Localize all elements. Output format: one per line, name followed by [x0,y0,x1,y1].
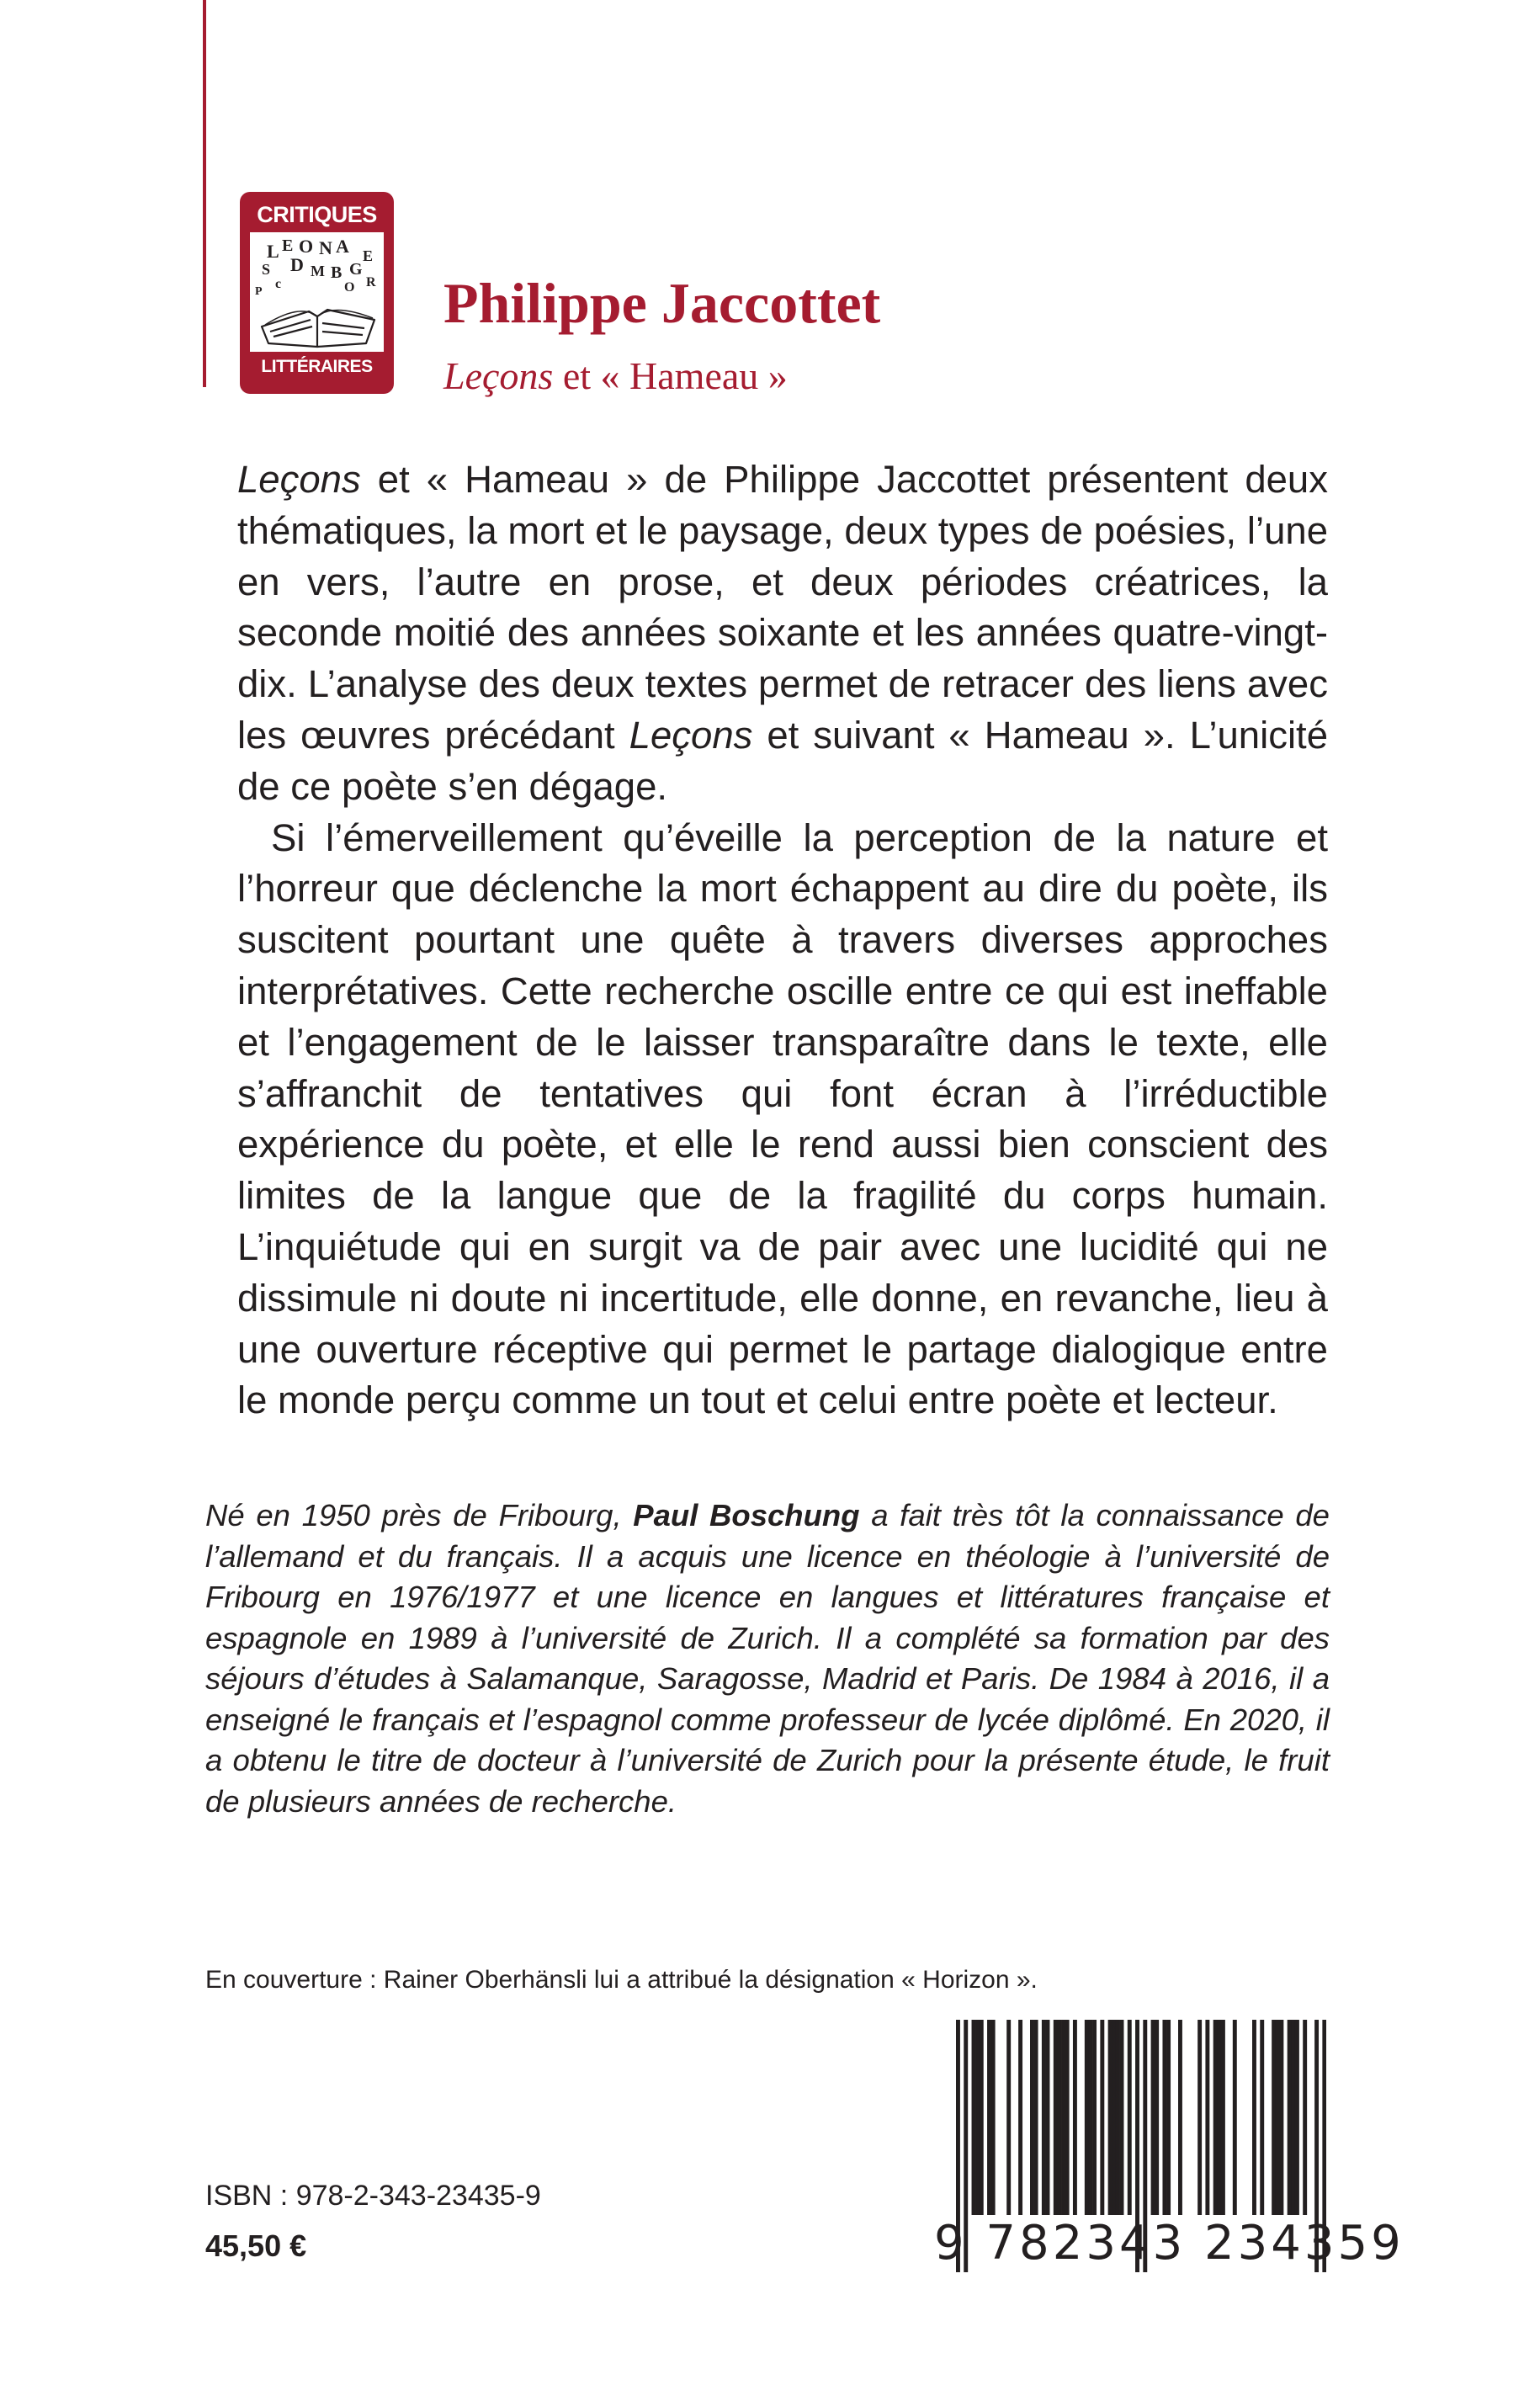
barcode-bar [1085,2020,1089,2215]
barcode-bar [1217,2020,1221,2215]
isbn: ISBN : 978-2-343-23435-9 [205,2180,541,2212]
bio-author-name: Paul Boschung [633,1498,860,1532]
series-logo-top-label: CRITIQUES [257,202,377,227]
barcode-bar [1088,2020,1092,2215]
barcode-bar [1073,2020,1077,2215]
barcode-bar [1205,2020,1209,2215]
blurb-paragraph-1 [237,454,1328,813]
price: 45,50 € [205,2228,307,2263]
barcode-bar [1018,2020,1022,2215]
barcode-bar [1108,2020,1113,2215]
blurb-text-1: et « Hameau » de Philippe Jaccottet présentent deux thématiques, la mort et le paysage, deux types de poésies, l’une en vers, l’autre en prose, et deux périodes créatrices, la seconde moitié des années soixante et les années quatre-vingt-dix. L’analyse des deux textes permet de retracer des liens avec les œuvres précédant [237,458,1328,757]
barcode-bar [1128,2020,1132,2215]
spine-rule [203,0,206,387]
barcode-digits: 9 782343 234359 [934,2216,1405,2271]
open-book-with-letters-icon [250,232,384,352]
svg-text:S: S [262,261,271,278]
barcode-bar [1057,2020,1061,2215]
blurb-italic-title-1: Leçons [237,458,361,501]
barcode-bar [1030,2020,1034,2215]
blurb-text-3: Si l’émerveillement qu’éveille la perception de la nature et l’horreur que déclenche la mort échappent au dire du poète, ils suscitent pourtant une quête à travers diverses approches interprétatives. Cette recherche oscille entre ce qui est ineffable et l’engagement de le laisser transparaître dans le texte, elle s’affranchit de tentatives qui font écran à l’irréductible expérience du poète, et elle le rend aussi bien conscient des limites de la langue que de la fragilité du corps humain. L’inquiétude qui en surgit va de pair avec une lucidité qui ne dissimule ni doute ni incertitude, elle donne, en revanche, lieu à une ouverture réceptive qui permet le partage dialogique entre le monde perçu comme un tout et celui entre poète et lecteur. [237,815,1328,1422]
svg-text:D: D [290,254,304,275]
svg-text:B: B [331,263,343,282]
bio-lead: Né en 1950 près de Fribourg, [205,1498,634,1532]
svg-text:R: R [366,275,376,289]
barcode-bar [1213,2020,1218,2215]
barcode-bar [1162,2020,1166,2215]
book-subtitle [443,354,788,397]
svg-text:O: O [344,280,355,295]
svg-text:O: O [299,236,314,257]
barcode-bar [1260,2020,1264,2215]
series-logo [240,192,394,394]
cover-credit: En couverture : Rainer Oberhänsli lui a attribué la désignation « Horizon ». [205,1966,1038,1994]
barcode-bar [991,2020,996,2215]
barcode-bar [1291,2020,1295,2215]
barcode-bar [1006,2020,1011,2215]
barcode-bar [1233,2020,1237,2215]
barcode-bar [1034,2020,1038,2215]
author-bio [205,1495,1330,1822]
barcode-bar [1303,2020,1307,2215]
svg-text:N: N [319,237,332,258]
barcode-bar [1276,2020,1280,2215]
barcode-bar [1279,2020,1283,2215]
blurb-text-2: et suivant « Hameau ». L’unicité de ce poète s’en dégage. [237,713,1329,808]
svg-text:L: L [267,241,279,262]
barcode-bar [1061,2020,1065,2215]
barcode-bar [1221,2020,1225,2215]
barcode-bar [1288,2020,1292,2215]
barcode-bar [1100,2020,1104,2215]
svg-text:E: E [282,236,294,255]
barcode-bar [1166,2020,1171,2215]
svg-text:E: E [363,247,374,264]
svg-text:A: A [336,236,349,257]
book-author-title: Philippe Jaccottet [443,271,881,335]
barcode-bar [1151,2020,1155,2215]
subtitle-rest: et « Hameau » [553,354,788,397]
svg-text:P: P [255,285,263,298]
barcode-bar [1120,2020,1124,2215]
barcode-bar [1178,2020,1182,2215]
svg-text:G: G [349,260,363,279]
barcode-bar [980,2020,984,2215]
barcode-bar [1054,2020,1058,2215]
barcode-bar [1042,2020,1046,2215]
barcode-bar [1272,2020,1276,2215]
bio-text: a fait très tôt la connaissance de l’allemand et du français. Il a acquis une licence en théologie à l’université de Fribourg en 1976/1977 et une licence en langues et littératures française et espagnole en 1989 à l’université de Zurich. Il a complété sa formation par des séjours d’études à Salamanque, Saragosse, Madrid et Paris. De 1984 à 2016, il a enseigné le français et l’espagnol comme professeur de lycée diplômé. En 2020, il a obtenu le titre de docteur à l’université de Zurich pour la présente étude, le fruit de plusieurs années de recherche. [205,1498,1330,1819]
barcode-bar [1046,2020,1050,2215]
blurb-paragraph-2 [237,813,1328,1427]
barcode-bar [987,2020,991,2215]
barcode-bar [975,2020,980,2215]
barcode-bar [972,2020,976,2215]
series-logo-bottom-label: LITTÉRAIRES [261,357,373,376]
barcode-bar [1065,2020,1070,2215]
barcode-bar [1252,2020,1256,2215]
subtitle-italic: Leçons [443,354,554,397]
barcode-bar [1295,2020,1299,2215]
book-blurb [237,454,1328,1426]
barcode-bar [1197,2020,1202,2215]
svg-text:c: c [275,277,282,291]
barcode-bar [1112,2020,1116,2215]
barcode-bar [1155,2020,1159,2215]
blurb-italic-title-2: Leçons [629,713,753,757]
barcode-bar [1116,2020,1120,2215]
barcode-bar [1092,2020,1097,2215]
svg-text:M: M [311,263,325,279]
